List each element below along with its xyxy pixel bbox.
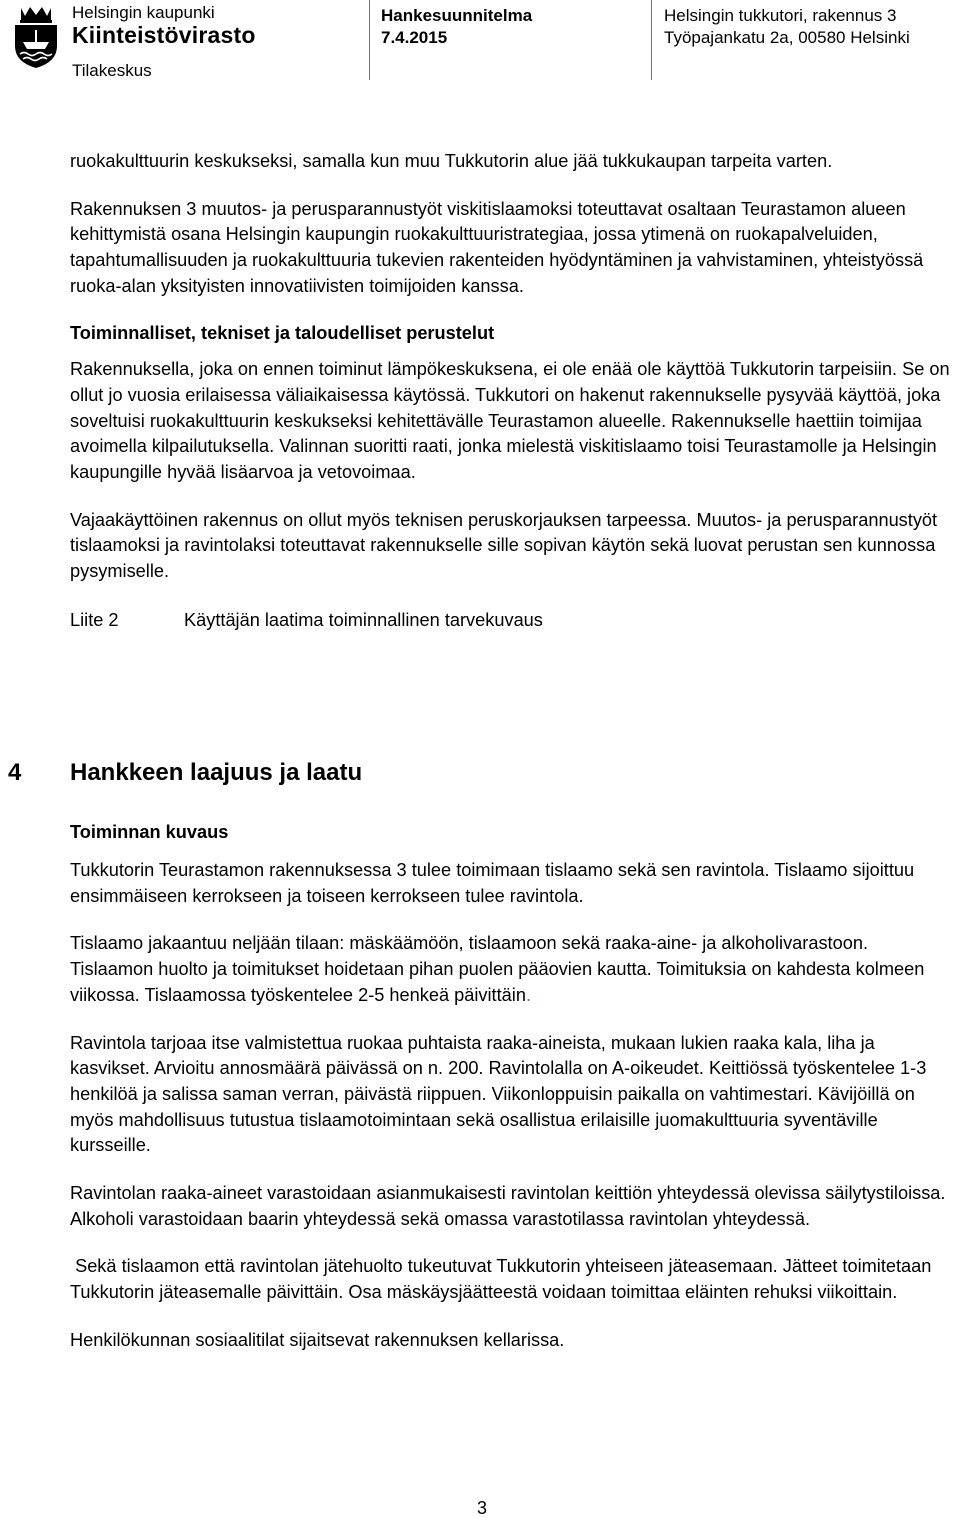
paragraph: Vajaakäyttöinen rakennus on ollut myös teknisen peruskorjauksen tarpeessa. Muutos- ja perusparannustyöt tislaamoksi ja ravintolaksi toteuttavat rakennukselle sille sopivan käytön sekä luovat perustan sen kunnossa pysymiselle.	[70, 509, 938, 582]
paragraph: ruokakulttuurin keskukseksi, samalla kun muu Tukkutorin alue jää tukkukaupan tarpeita varten.	[70, 151, 833, 171]
document-body	[70, 149, 955, 634]
attachment-label: Liite 2	[70, 609, 119, 630]
paragraph: Tukkutorin Teurastamon rakennuksessa 3 tulee toimimaan tislaamo sekä sen ravintola. Tislaamo sijoittuu ensimmäiseen kerrokseen ja toiseen kerrokseen tulee ravintola.	[70, 860, 915, 906]
attachment-title: Käyttäjän laatima toiminnallinen tarvekuvaus	[184, 609, 543, 630]
paragraph	[70, 931, 955, 1008]
section-heading: Toiminnalliset, tekniset ja taloudelliset perustelut	[70, 322, 495, 343]
chapter-heading	[8, 758, 362, 788]
header-divider	[369, 0, 370, 80]
address-line: Työpajankatu 2a, 00580 Helsinki	[664, 28, 910, 47]
page-header	[0, 0, 960, 84]
paragraph: Rakennuksella, joka on ennen toiminut lämpökeskuksena, ei ole enää ole käyttöä Tukkutorin tarpeisiin. Se on ollut jo vuosia erilaisessa väliaikaisessa käytössä. Tukkutori on hakenut rakennukselle pysyvää käyttöä, joka soveltuisi ruokakulttuurin keskukseksi kehitettävälle Teurastamon alueelle. Rakennukselle haettiin toimijaa avoimella kilpailutuksella. Valinnan suoritti raati, jonka mielestä viskitislaamo toisi Teurastamolle ja Helsingin kaupungille hyvää lisäarvoa ja vetovoimaa.	[70, 359, 950, 483]
paragraph: Sekä tislaamon että ravintolan jätehuolto tukeutuvat Tukkutorin yhteiseen jäteasemaan. Jätteet toimitetaan Tukkutorin jäteasemalle päivittäin. Osa mäskäysjäätteestä voidaan toimittaa eläinten rehuksi viikoittain.	[70, 1256, 937, 1303]
header-divider	[651, 0, 652, 80]
page-number	[0, 1498, 960, 1518]
paragraph: Henkilökunnan sosiaalitilat sijaitsevat rakennuksen kellarissa.	[70, 1329, 565, 1350]
paragraph: Ravintola tarjoaa itse valmistettua ruokaa puhtaista raaka-aineista, mukaan lukien raaka kala, liha ja kasvikset. Arvioitu annosmäärä päivässä on n. 200. Ravintolalla on A-oikeudet. Keittiössä työskentelee 1-3 henkilöä ja salissa saman verran, päivästä riippuen. Viikonloppuisin paikalla on vahtimestari. Kävijöillä on myös mahdollisuus tutustua tislaamotoimintaan sekä osallistua erilaisille juomakulttuuria syventäville kursseille.	[70, 1032, 927, 1156]
paragraph-text: Tislaamo jakaantuu neljään tilaan: mäskäämöön, tislaamoon sekä raaka-aine- ja alkoholivarastoon. Tislaamon huolto ja toimitukset hoidetaan pihan puolen pääovien kautta. Toimituksia on kahdesta kolmeen viikossa. Tislaamossa työskentelee 2-5 henkeä päivittäin	[70, 933, 925, 1005]
paragraph-end-dot: .	[525, 984, 532, 1005]
page-number-text: 3	[476, 1498, 487, 1518]
attachment-reference	[70, 608, 955, 634]
org-name: Helsingin kaupunki	[72, 3, 215, 22]
document-type: Hankesuunnitelma	[381, 6, 533, 25]
department-name: Kiinteistövirasto	[72, 22, 256, 48]
paragraph: Ravintolan raaka-aineet varastoidaan asianmukaisesti ravintolan keittiön yhteydessä olevissa säilytystiloissa. Alkoholi varastoidaan baarin yhteydessä sekä omassa varastotilassa ravintolan yhteydessä.	[70, 1183, 946, 1229]
chapter-title: Hankkeen laajuus ja laatu	[70, 759, 363, 786]
document-body	[70, 858, 955, 1354]
subsection-heading: Toiminnan kuvaus	[70, 822, 229, 842]
document-date: 7.4.2015	[381, 28, 448, 47]
unit-name: Tilakeskus	[72, 61, 152, 80]
address-line: Helsingin tukkutori, rakennus 3	[664, 6, 897, 25]
chapter-number: 4	[8, 759, 22, 786]
paragraph: Rakennuksen 3 muutos- ja perusparannustyöt viskitislaamoksi toteuttavat osaltaan Teurastamon alueen kehittymistä osana Helsingin kaupungin ruokakulttuuristrategiaa, jossa ytimenä on ruokapalveluiden, tapahtumallisuuden ja ruokakulttuuria tukevien rakenteiden hyödyntäminen ja vahvistaminen, yhteistyössä ruoka-alan yksityisten innovatiivisten toimijoiden kanssa.	[70, 198, 924, 296]
helsinki-crest-icon	[7, 2, 65, 70]
